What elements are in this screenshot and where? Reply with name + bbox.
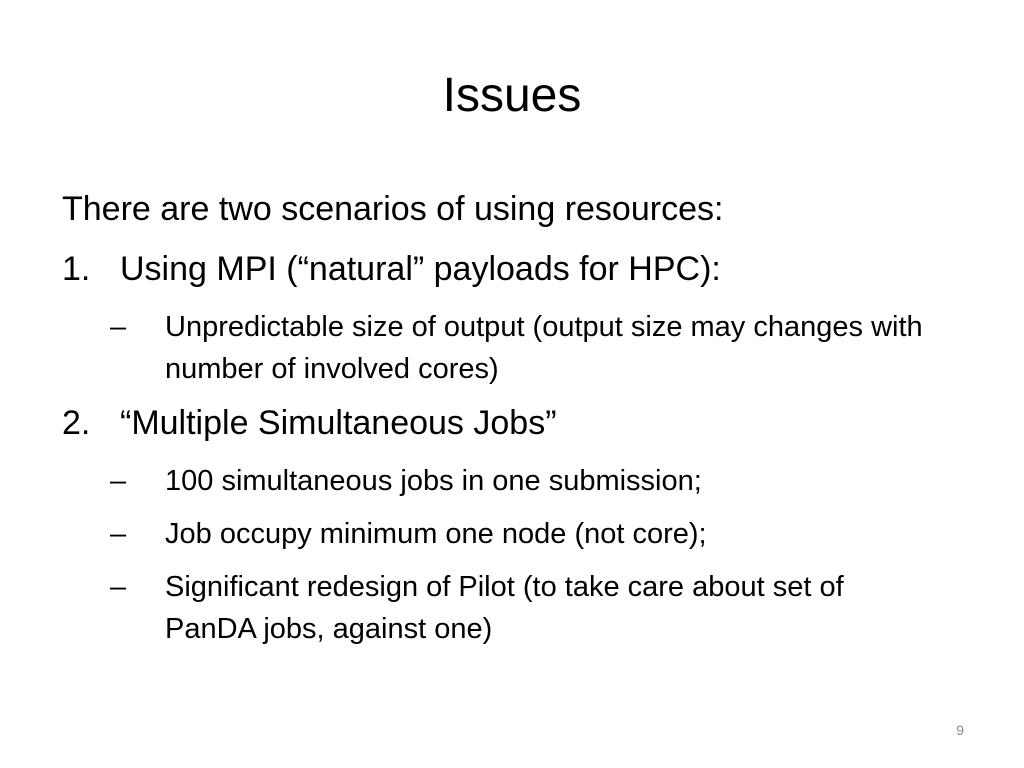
sub-bullet-2-3: [110, 566, 940, 650]
sub-bullet-1-1: [110, 306, 940, 390]
numbered-item-1: [62, 246, 721, 292]
dash-bullet: –: [110, 311, 127, 343]
item-number: 2.: [62, 404, 91, 442]
sub-bullet-text: Significant redesign of Pilot (to take care about set of PanDA jobs, against one): [165, 571, 844, 645]
sub-bullet-text: Job occupy minimum one node (not core);: [165, 518, 707, 550]
slide-title: Issues: [442, 69, 582, 122]
dash-bullet: –: [110, 518, 127, 550]
sub-bullet-2-1: [110, 460, 940, 502]
page-number: 9: [956, 722, 964, 738]
item-text: “Multiple Simultaneous Jobs”: [120, 404, 557, 442]
sub-bullet-text: 100 simultaneous jobs in one submission;: [165, 465, 702, 497]
intro-text: There are two scenarios of using resources:: [62, 190, 724, 228]
item-number: 1.: [62, 250, 91, 288]
item-text: Using MPI (“natural” payloads for HPC):: [120, 250, 721, 288]
sub-bullet-2-2: [110, 513, 940, 555]
numbered-item-2: [62, 400, 557, 446]
sub-bullet-text: Unpredictable size of output (output size may changes with number of involved cores): [165, 311, 923, 385]
dash-bullet: –: [110, 465, 127, 497]
dash-bullet: –: [110, 571, 127, 603]
